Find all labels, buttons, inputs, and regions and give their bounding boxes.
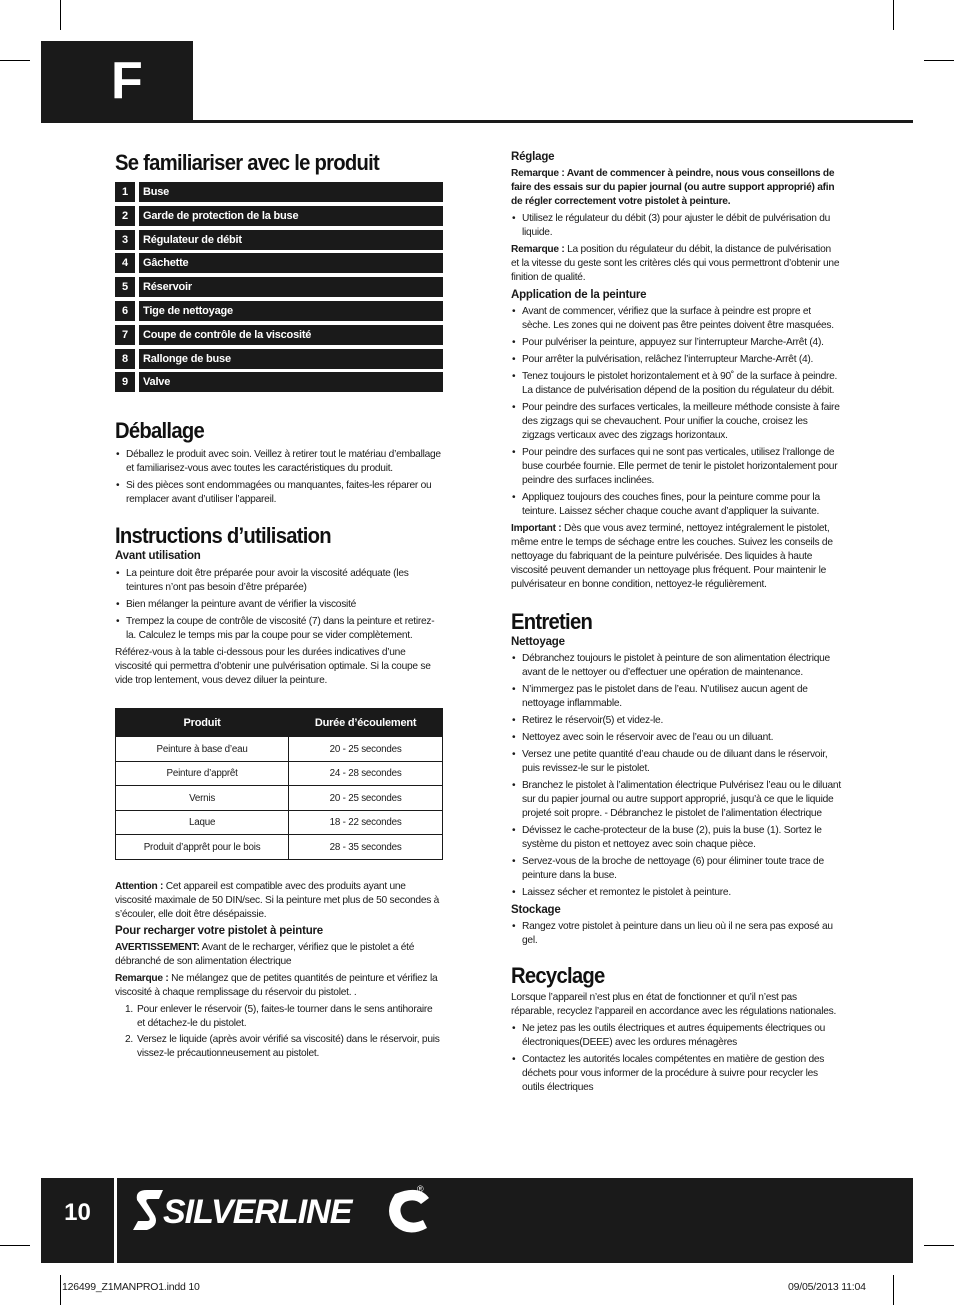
reglage-remarque2-body: La position du régulateur du débit, la distance de pulvérisation et la vitesse du geste sont les critères clés qui vous permettront d’obtenir une finition de qualité. <box>511 244 840 283</box>
section-letter: F <box>111 52 143 110</box>
part-row <box>115 325 443 345</box>
list-item: • Pour arrêter la pulvérisation, relâchez l’interrupteur Marche-Arrêt (4). <box>511 353 841 367</box>
reglage-remarque-bold: Remarque : Avant de commencer à peindre, nous vous conseillons de faire des essais sur du papier journal (ou autre support approprié) afin de régler correctement votre pistolet à peinture. <box>511 168 835 207</box>
reglage-list <box>511 212 841 240</box>
part-number: 7 <box>115 325 135 345</box>
part-label: Rallonge de buse <box>139 349 443 369</box>
header-rule <box>193 120 913 123</box>
part-row <box>115 277 443 297</box>
step-number: 1. <box>125 1003 133 1015</box>
list-item: • Utilisez le régulateur du débit (3) pour ajuster le débit de pulvérisation du liquide. <box>511 212 841 240</box>
step-text: Pour enlever le réservoir (5), faites-le tourner dans le sens antihoraire et détachez-le du pistolet. <box>137 1003 433 1029</box>
list-item: • Pour peindre des surfaces verticales, la meilleure méthode consiste à faire des zigzags qui se chevauchent. Pour unifier la couche, croisez les zigzags verticaux avec des zigzags horizontaux. <box>511 401 841 443</box>
part-number: 8 <box>115 349 135 369</box>
table-cell: Produit d’apprêt pour le bois <box>116 835 289 860</box>
familiariser-title: Se familiariser avec le produit <box>115 150 380 175</box>
part-label: Réservoir <box>139 277 443 297</box>
reglage-remarque <box>511 167 841 209</box>
list-item: • Tenez toujours le pistolet horizontalement et à 90˚ de la surface à peindre. La distance de pulvérisation dépend de la position du régulateur du débit. <box>511 370 841 398</box>
table-row <box>116 786 443 811</box>
part-label: Coupe de contrôle de la viscosité <box>139 325 443 345</box>
attention-text <box>115 880 443 922</box>
part-row <box>115 206 443 226</box>
instructions-title: Instructions d’utilisation <box>115 523 331 549</box>
crop-mark <box>60 0 61 30</box>
table-cell: Peinture d’apprêt <box>116 761 289 786</box>
part-row <box>115 372 443 392</box>
table-cell: 18 - 22 secondes <box>289 810 443 835</box>
list-item: • N’immergez pas le pistolet dans de l’eau. N’utilisez aucun agent de nettoyage inflammable. <box>511 683 841 711</box>
page-number: 10 <box>64 1199 91 1226</box>
application-list <box>511 305 841 519</box>
crop-mark <box>893 1275 894 1305</box>
remarque-text <box>115 972 443 1000</box>
list-item: • Contactez les autorités locales compétentes en matière de gestion des déchets pour vous informer de la procédure à suivre pour recycler les outils électriques <box>511 1053 841 1095</box>
slug-date: 09/05/2013 11:04 <box>788 1281 866 1293</box>
table-cell: Laque <box>116 810 289 835</box>
crop-mark <box>0 60 30 61</box>
list-item: • Avant de commencer, vérifiez que la surface à peindre est propre et sèche. Les zones qui ne doivent pas être peintes doivent être masquées. <box>511 305 841 333</box>
attention-body: Cet appareil est compatible avec des produits ayant une viscosité maximale de 50 DIN/sec. Si la peinture met plus de 50 secondes à s’écouler, elle doit être désépaissie. <box>115 880 440 920</box>
part-row <box>115 230 443 250</box>
recharger-title: Pour recharger votre pistolet à peinture <box>115 924 324 937</box>
table-header: Produit <box>116 709 289 737</box>
crop-mark <box>924 60 954 61</box>
footer-divider <box>114 1178 117 1263</box>
table-cell: 28 - 35 secondes <box>289 835 443 860</box>
table-cell: Vernis <box>116 786 289 811</box>
list-item: • Branchez le pistolet à l’alimentation électrique Pulvérisez l’eau ou le diluant sur du papier journal ou autre support approprié, jusqu’à ce que le liquide projeté soit propre. - Débranchez le pistolet de l’alimentation électrique <box>511 779 841 821</box>
logo-wordmark: SILVERLINE <box>163 1193 352 1231</box>
part-number: 1 <box>115 182 135 202</box>
list-item: • Pour peindre des surfaces qui ne sont pas verticales, utilisez l’rallonge de buse courbée fournie. Elle permet de tenir le pistolet horizontalement pour peindre des surfaces inclinées. <box>511 446 841 488</box>
list-item: • Bien mélanger la peinture avant de vérifier la viscosité <box>115 598 443 612</box>
left-column <box>115 150 443 1063</box>
table-cell: Peinture à base d’eau <box>116 737 289 762</box>
part-number: 9 <box>115 372 135 392</box>
list-item: • Retirez le réservoir(5) et videz-le. <box>511 714 841 728</box>
crop-mark <box>0 1245 30 1246</box>
list-item: • Déballez le produit avec soin. Veillez à retirer tout le matériau d’emballage et familiarisez-vous avec toutes les caractéristiques du produit. <box>115 448 443 476</box>
list-item: • La peinture doit être préparée pour avoir la viscosité adéquate (les teintures n’ont pas besoin d’être préparée) <box>115 567 443 595</box>
part-row <box>115 253 443 273</box>
avant-title: Avant utilisation <box>115 550 201 563</box>
footer-bar <box>41 1178 913 1263</box>
table-row <box>116 810 443 835</box>
parts-list <box>115 182 443 392</box>
nettoyage-title: Nettoyage <box>511 636 565 648</box>
avertissement-label: AVERTISSEMENT: <box>115 941 200 953</box>
part-row <box>115 301 443 321</box>
step-number: 2. <box>125 1033 133 1045</box>
table-cell: 24 - 28 secondes <box>289 761 443 786</box>
avant-list <box>115 567 443 643</box>
table-cell: 20 - 25 secondes <box>289 737 443 762</box>
part-label: Tige de nettoyage <box>139 301 443 321</box>
avertissement-body: Avant de le recharger, vérifiez que le pistolet a été débranché de son alimentation électrique <box>115 941 415 967</box>
viscosity-table <box>115 708 443 860</box>
stockage-list <box>511 920 841 948</box>
table-row <box>116 835 443 860</box>
reference-text: Référez-vous à la table ci-dessous pour les durées indicatives d’une viscosité qui permettra d’obtenir une pulvérisation optimale. Si la coupe se vide trop lentement, vous devez diluer la peinture. <box>115 647 431 687</box>
table-row <box>116 761 443 786</box>
table-header: Durée d’écoulement <box>289 709 443 737</box>
remarque-label: Remarque : <box>115 972 169 984</box>
remarque-body: Ne mélangez que de petites quantités de peinture et vérifiez la viscosité à chaque remplissage du réservoir du pistolet. . <box>115 972 438 998</box>
crop-mark <box>924 1245 954 1246</box>
important-label: Important : <box>511 523 562 534</box>
deballage-title: Déballage <box>115 418 204 444</box>
application-title: Application de la peinture <box>511 289 647 301</box>
part-number: 4 <box>115 253 135 273</box>
list-item: • Servez-vous de la broche de nettoyage (6) pour éliminer toute trace de peinture dans la buse. <box>511 855 841 883</box>
list-item: • Laissez sécher et remontez le pistolet à peinture. <box>511 886 841 900</box>
attention-label: Attention : <box>115 880 164 892</box>
list-item: • Rangez votre pistolet à peinture dans un lieu où il ne sera pas exposé au gel. <box>511 920 841 948</box>
recyclage-intro: Lorsque l’appareil n’est plus en état de fonctionner et qu’il n’est pas réparable, recyclez l’appareil en accordance avec les régulations nationales. <box>511 992 837 1017</box>
registered-mark: ® <box>417 1184 424 1194</box>
part-row <box>115 349 443 369</box>
part-label: Gâchette <box>139 253 443 273</box>
part-label: Régulateur de débit <box>139 230 443 250</box>
recyclage-title: Recyclage <box>511 963 605 988</box>
list-item: • Ne jetez pas les outils électriques et autres équipements électriques ou électroniques(DEEE) avec les ordures ménagères <box>511 1022 841 1050</box>
list-item: • Débranchez toujours le pistolet à peinture de son alimentation électrique avant de le nettoyer ou d’effectuer une opération de maintenance. <box>511 652 841 680</box>
list-item: • Nettoyez avec soin le réservoir avec de l’eau ou un diluant. <box>511 731 841 745</box>
deballage-list <box>115 448 443 507</box>
list-item <box>115 1003 443 1031</box>
crop-mark <box>893 0 894 30</box>
recyclage-list <box>511 1022 841 1095</box>
part-label: Valve <box>139 372 443 392</box>
table-cell: 20 - 25 secondes <box>289 786 443 811</box>
part-row <box>115 182 443 202</box>
slug-filename: 126499_Z1MANPRO1.indd 10 <box>62 1281 200 1293</box>
avertissement-text <box>115 941 443 969</box>
crop-mark <box>60 1275 61 1305</box>
important-text <box>511 522 841 592</box>
section-tab <box>41 41 193 123</box>
silverline-logo <box>133 1186 433 1236</box>
step-text: Versez le liquide (après avoir vérifié sa viscosité) dans le réservoir, puis vissez-le précautionneusement au pistolet. <box>137 1033 440 1059</box>
list-item: • Pour pulvériser la peinture, appuyez sur l’interrupteur Marche-Arrêt (4). <box>511 336 841 350</box>
steps-list <box>115 1003 443 1061</box>
reglage-title: Réglage <box>511 151 555 163</box>
nettoyage-list <box>511 652 841 900</box>
reglage-remarque2-label: Remarque : <box>511 244 565 255</box>
entretien-title: Entretien <box>511 609 593 634</box>
list-item <box>115 1033 443 1061</box>
table-row <box>116 737 443 762</box>
list-item: • Appliquez toujours des couches fines, pour la peinture comme pour la teinture. Laissez sécher chaque couche avant d’appliquer la suivante. <box>511 491 841 519</box>
right-column <box>511 150 841 1098</box>
part-label: Garde de protection de la buse <box>139 206 443 226</box>
list-item: • Trempez la coupe de contrôle de viscosité (7) dans la peinture et retirez-la. Calculez le temps mis par la coupe pour se vider complètement. <box>115 615 443 643</box>
list-item: • Dévissez le cache-protecteur de la buse (2), puis la buse (1). Sortez le système du piston et nettoyez avec soin chaque pièce. <box>511 824 841 852</box>
reglage-remarque2 <box>511 243 841 285</box>
part-number: 2 <box>115 206 135 226</box>
stockage-title: Stockage <box>511 904 561 916</box>
list-item: • Versez une petite quantité d’eau chaude ou de diluant dans le réservoir, puis revissez-le sur le pistolet. <box>511 748 841 776</box>
list-item: • Si des pièces sont endommagées ou manquantes, faites-les réparer ou remplacer avant d’utiliser l’appareil. <box>115 479 443 507</box>
part-number: 6 <box>115 301 135 321</box>
part-label: Buse <box>139 182 443 202</box>
part-number: 3 <box>115 230 135 250</box>
part-number: 5 <box>115 277 135 297</box>
important-body: Dès que vous avez terminé, nettoyez intégralement le pistolet, même entre le temps de séchage entre les couches. Suivez les conseils de nettoyage du fabriquant de la peinture pulvérisée. Des liquides à haute viscosité peuvent demander un nettoyage plus fréquent. Pour maintenir le pulvérisateur en bonne condition, nettoyez-le régulièrement. <box>511 523 833 590</box>
